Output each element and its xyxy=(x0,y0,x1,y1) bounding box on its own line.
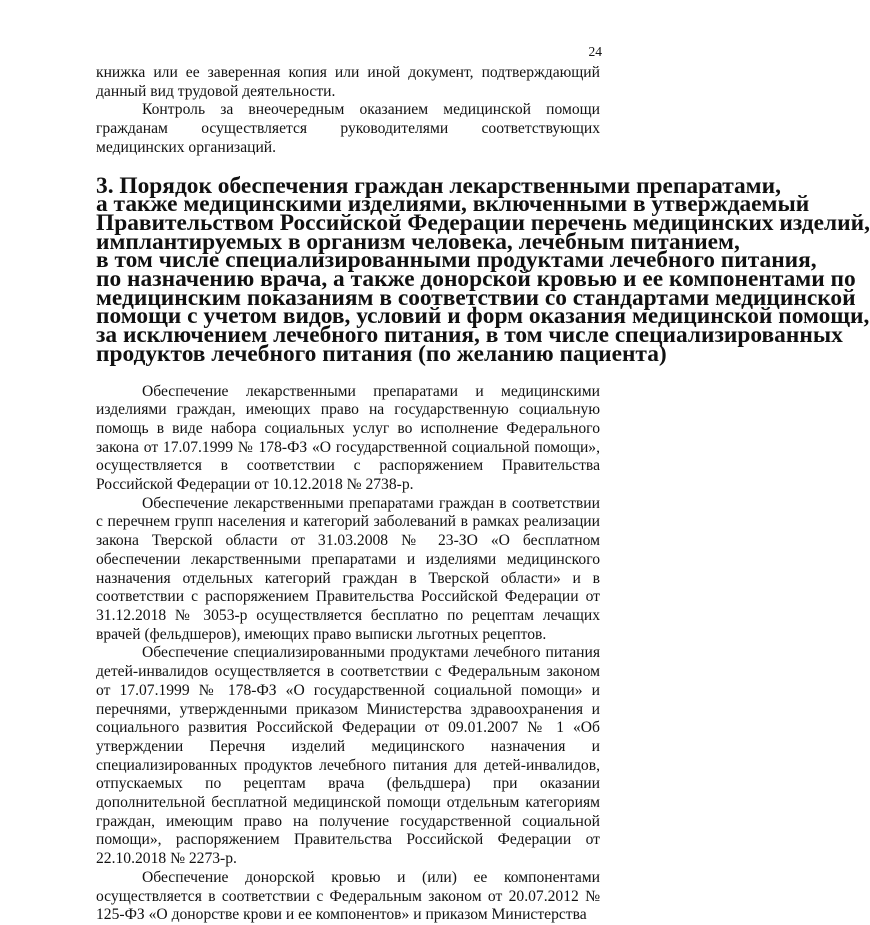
heading-line: в том числе специализированными продуктами лечебного питания, xyxy=(96,247,817,274)
continuation-paragraph: книжка или ее заверенная копия или иной документ, подтверждающий данный вид трудовой деятельности. xyxy=(96,64,600,100)
heading-line: по назначению врача, а также донорской кровью и ее компонентами по xyxy=(96,266,856,293)
heading-line: за исключением лечебного питания, в том числе специализированных xyxy=(96,322,843,349)
page-number: 24 xyxy=(588,44,602,59)
document-body xyxy=(96,64,870,925)
body-paragraph: Обеспечение донорской кровью и (или) ее компонентами осуществляется в соответствии с Федеральным законом от 20.07.2012 № 125-ФЗ «О донорстве крови и ее компонентов» и приказом Министерства xyxy=(96,868,600,924)
heading-line: имплантируемых в организм человека, лечебным питанием, xyxy=(96,228,740,255)
heading-line: а также медицинскими изделиями, включенными в утверждаемый xyxy=(96,191,810,218)
heading-line: помощи с учетом видов, условий и форм оказания медицинской помощи, xyxy=(96,303,870,330)
heading-line: медицинским показаниям в соответствии со стандартами медицинской xyxy=(96,284,856,311)
heading-line: продуктов лечебного питания (по желанию пациента) xyxy=(96,340,667,367)
body-paragraph: Обеспечение специализированными продуктами лечебного питания детей-инвалидов осуществляется в соответствии с Федеральным законом от 17.07.1999 № 178-ФЗ «О государственной социальной помощи» и перечнями, утвержденными приказом Министерства здравоохранения и социального развития Российской Федерации от 09.01.2007 № 1 «Об утверждении Перечня изделий медицинского назначения и специализированных продуктов лечебного питания для детей-инвалидов, отпускаемых по рецептам врача (фельдшера) при оказании дополнительной бесплатной медицинской помощи отдельным категориям граждан, имеющим право на получение государственной социальной помощи», распоряжением Правительства Российской Федерации от 22.10.2018 № 2273-р. xyxy=(96,644,600,868)
heading-line: 3. Порядок обеспечения граждан лекарственными препаратами, xyxy=(96,172,781,199)
control-paragraph: Контроль за внеочередным оказанием медицинской помощи гражданам осуществляется руководителями соответствующих медицинских организаций. xyxy=(96,101,600,156)
heading-line: Правительством Российской Федерации перечень медицинских изделий, xyxy=(96,209,870,236)
section-heading xyxy=(96,172,870,367)
body-paragraph: Обеспечение лекарственными препаратами и медицинскими изделиями граждан, имеющих право на государственную социальную помощь в виде набора социальных услуг во исполнение Федерального закона от 17.07.1999 № 178-ФЗ «О государственной социальной помощи», осуществляется в соответствии с распоряжением Правительства Российской Федерации от 10.12.2018 № 2738-р. xyxy=(96,382,600,494)
body-paragraph: Обеспечение лекарственными препаратами граждан в соответствии с перечнем групп населения и категорий заболеваний в рамках реализации закона Тверской области от 31.03.2008 № 23-ЗО «О бесплатном обеспечении лекарственными препаратами и изделиями медицинского назначения отдельных категорий граждан в Тверской области» и в соответствии с распоряжением Правительства Российской Федерации от 31.12.2018 № 3053-р осуществляется бесплатно по рецептам лечащих врачей (фельдшеров), имеющих право выписки льготных рецептов. xyxy=(96,494,600,643)
